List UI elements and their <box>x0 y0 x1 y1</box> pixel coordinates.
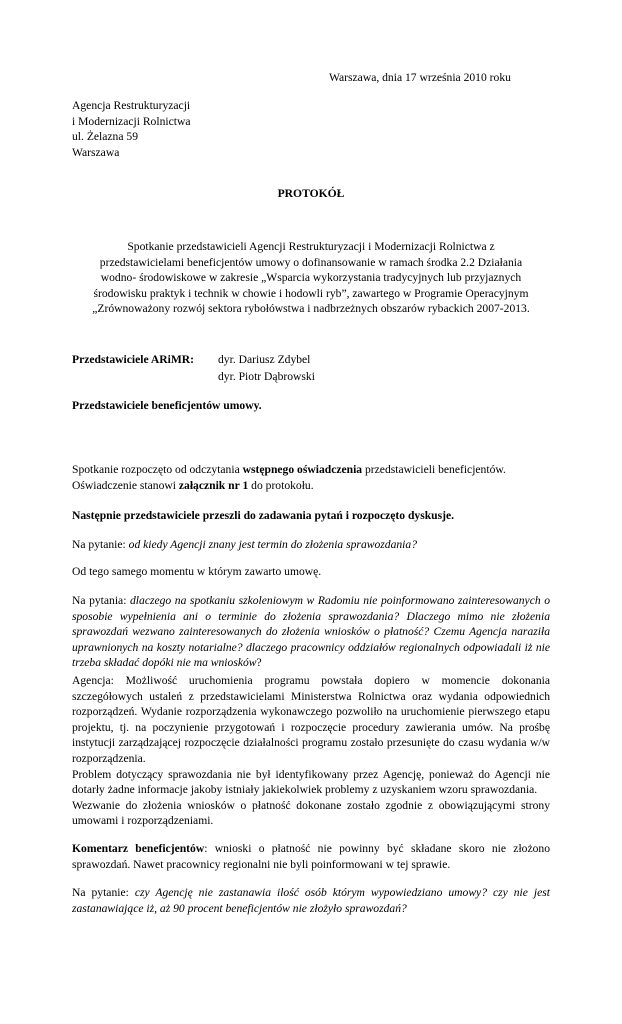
question-text: czy Agencję nie zastanawia ilość osób którym wypowiedziano umowy? czy nie jest zastanawiające iż, aż 90 procent beneficjentów nie złożyło sprawozdań? <box>72 886 550 915</box>
address-line: i Modernizacji Rolnictwa <box>72 114 191 128</box>
comment-label: Komentarz beneficjentów <box>72 842 205 855</box>
answer-text: Od tego samego momentu w którym zawarto umowę. <box>72 565 322 578</box>
question-3 <box>72 885 550 916</box>
beneficiaries-comment <box>72 841 550 872</box>
opening-text: Oświadczenie stanowi <box>72 478 179 492</box>
question-prefix: Na pytanie: <box>72 538 129 551</box>
question-text: od kiedy Agencji znany jest termin do złożenia sprawozdania? <box>128 538 417 551</box>
intro-line: przedstawicielami beneficjentów umowy o dofinansowanie w ramach środka 2.2 Działania <box>99 255 523 269</box>
attachment-reference: załącznik nr 1 <box>178 478 249 492</box>
representative-name: dyr. Piotr Dąbrowski <box>218 369 315 383</box>
address-line: Warszawa <box>72 146 120 160</box>
intro-paragraph <box>66 239 556 317</box>
address-line: Agencja Restrukturyzacji <box>72 99 191 112</box>
intro-line: Spotkanie przedstawicieli Agencji Restrukturyzacji i Modernizacji Rolnictwa z <box>127 240 495 253</box>
document-title: PROTOKÓŁ <box>277 187 345 200</box>
agency-answer-paragraph: Problem dotyczący sprawozdania nie był identyfikowany przez Agencję, ponieważ do Agencji nie dotarły żadne informacje jakoby istniały jakiekolwiek problemy z uzyskaniem wzoru sprawozdania. <box>72 767 550 797</box>
answer-1 <box>72 564 550 580</box>
question-2 <box>72 593 550 671</box>
question-prefix: Na pytania: <box>72 594 130 607</box>
recipient-address <box>72 98 190 161</box>
question-end: ? <box>256 656 262 670</box>
agency-answer-paragraph: Agencja: Możliwość uruchomienia programu powstała dopiero w momencie dokonania szczegółowych ustaleń z przedstawicielami Ministerstwa Rolnictwa oraz wydania odpowiednich rozporządzeń. Wydanie rozporządzenia wykonawczego pozwoliło na uruchomienie pierwszego etapu projektu, tj. na poczynienie przygotowań i rozpoczęcie procedury zawierania umów. Na prośbę instytucji zarządzającej rozpoczęcie działalności programu zostało przesunięte do czasu wydania w/w rozporządzenia. <box>72 674 550 765</box>
discussion-heading-text: Następnie przedstawiciele przeszli do zadawania pytań i rozpoczęto dyskusje. <box>72 509 455 522</box>
opening-text: do protokołu. <box>248 478 314 492</box>
question-prefix: Na pytanie: <box>72 886 135 899</box>
agency-answer-paragraph: Wezwanie do złożenia wniosków o płatność dokonane zostało zgodnie z obowiązującymi strony umowami i rozporządzeniami. <box>72 798 550 828</box>
arimr-representatives-names <box>218 352 315 385</box>
representative-name: dyr. Dariusz Zdybel <box>218 353 311 366</box>
question-1 <box>72 537 550 553</box>
intro-line: wodno- środowiskowe w zakresie „Wsparcia wykorzystania tradycyjnych lub przyjaznych <box>100 271 522 284</box>
opening-paragraph <box>72 462 550 493</box>
intro-line: środowisku praktyk i technik w chowie i hodowli ryb”, zawartego w Programie Operacyjnym <box>93 286 529 300</box>
agency-answer <box>72 673 550 829</box>
beneficiaries-representatives-label: Przedstawiciele beneficjentów umowy. <box>72 399 262 412</box>
arimr-representatives-label: Przedstawiciele ARiMR: <box>72 353 195 366</box>
opening-text: Spotkanie rozpoczęto od odczytania <box>72 463 243 476</box>
comment-text: : wnioski o płatność nie powinny być składane skoro nie złożono sprawozdań. Nawet pracownicy regionalni nie byli poinformowani w tej sprawie. <box>72 842 550 871</box>
opening-bold: wstępnego oświadczenia <box>242 463 363 476</box>
question-text: dlaczego na spotkaniu szkoleniowym w Radomiu nie poinformowano zainteresowanych o sposobie wypełnienia ani o terminie do złożenia sprawozdania? Dlaczego mimo nie złożenia sprawozdań wezwano zainteresowanych do złożenia wniosków o płatność? Czemu Agencja naraziła uprawnionych na koszty notarialne? dlaczego pracownicy oddziałów regionalnych odpowiadali iż nie trzeba składać dopóki nie ma wniosków <box>72 594 550 670</box>
intro-line: „Zrównoważony rozwój sektora rybołówstwa i nadbrzeżnych obszarów rybackich 2007-2013. <box>92 302 530 315</box>
opening-text: przedstawicieli beneficjentów. <box>362 463 506 476</box>
date-line: Warszawa, dnia 17 września 2010 roku <box>329 71 511 84</box>
address-line: ul. Żelazna 59 <box>72 130 138 144</box>
discussion-heading <box>72 508 550 524</box>
